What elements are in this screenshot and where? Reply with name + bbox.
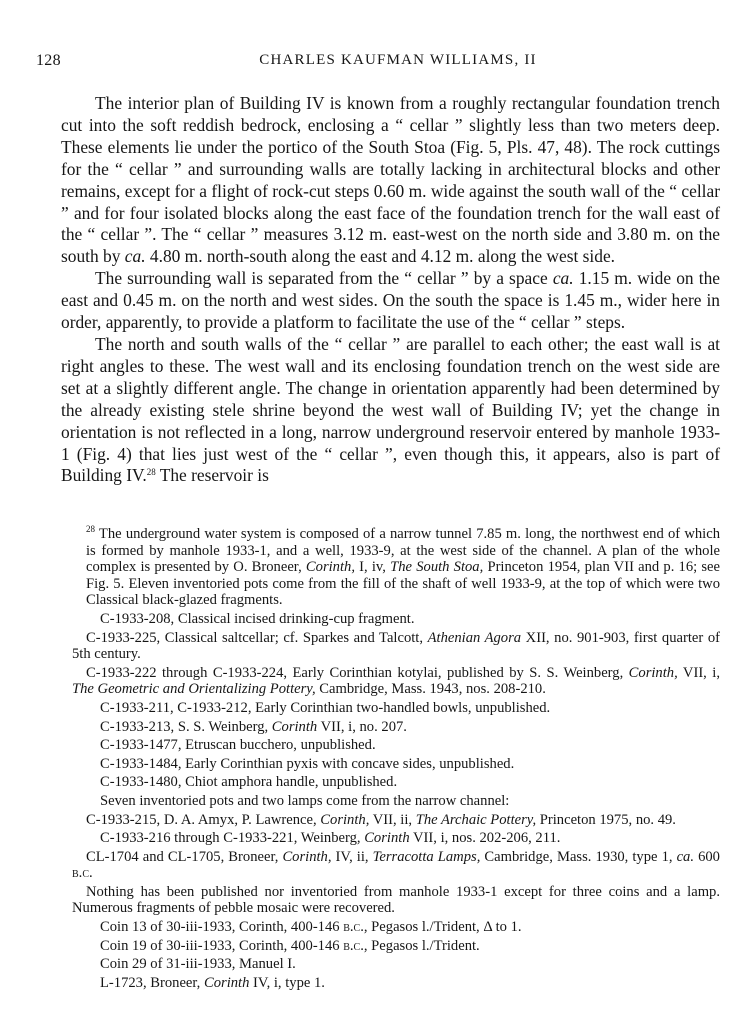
page-number: 128	[36, 52, 61, 69]
footnote-intro: $^{28}$ The underground water system is composed of a narrow tunnel 7.85 m. long, the northwest end of which is formed by manhole 1933-1, and a well, 1933-9, at the west side of the channel. A plan of the whole complex is presented by O. Broneer, Corinth, I, iv, The South Stoa, Princeton 1954, plan VII and p. 16; see Fig. 5. Eleven inventoried pots come from the fill of the shaft of well 1933-9, at the top of which were two Classical black-glazed fragments.	[86, 524, 721, 609]
footnote-entry: C-1933-1480, Chiot amphora handle, unpublished.	[100, 774, 398, 791]
paragraph-2: The surrounding wall is separated from the “ cellar ” by a space ca. 1.15 m. wide on the east and 0.45 m. on the north and west sides. On the south the space is 1.45 m., wider here in order, apparently, to provide a platform to facilitate the use of the “ cellar ” steps.	[61, 268, 720, 333]
footnote-entry: C-1933-222 through C-1933-224, Early Corinthian kotylai, published by S. S. Weinberg, Corinth, VII, i, The Geometric and Orientalizing Pottery, Cambridge, Mass. 1943, nos. 208-210.	[72, 664, 720, 698]
footnote-marker: 28	[86, 524, 95, 534]
footnote-entry: CL-1704 and CL-1705, Broneer, Corinth, IV, ii, Terracotta Lamps, Cambridge, Mass. 1930, type 1, ca. 600 b.c.	[72, 848, 720, 882]
footnote-entry: C-1933-216 through C-1933-221, Weinberg, Corinth VII, i, nos. 202-206, 211.	[100, 830, 561, 847]
footnote-entry: Nothing has been published nor inventoried from manhole 1933-1 except for three coins and a lamp. Numerous fragments of pebble mosaic were recovered.	[72, 883, 720, 917]
footnote-entry: C-1933-1477, Etruscan bucchero, unpublished.	[100, 737, 376, 754]
footnote-entry: Coin 19 of 30-iii-1933, Corinth, 400-146 b.c., Pegasos l./Trident.	[100, 937, 480, 954]
footnote-entry: C-1933-208, Classical incised drinking-cup fragment.	[100, 610, 415, 627]
footnote-entry: Coin 13 of 30-iii-1933, Corinth, 400-146 b.c., Pegasos l./Trident, Δ to 1.	[100, 919, 522, 936]
footnote-entry: Seven inventoried pots and two lamps come from the narrow channel:	[100, 792, 510, 809]
footnote-28	[72, 524, 721, 993]
body-text	[61, 93, 720, 487]
footnote-ref[interactable]: 28	[146, 467, 156, 478]
footnote-entry: L-1723, Broneer, Corinth IV, i, type 1.	[100, 974, 325, 991]
running-head	[36, 52, 720, 76]
footnote-entry: C-1933-211, C-1933-212, Early Corinthian two-handled bowls, unpublished.	[100, 699, 551, 716]
footnote-entry: C-1933-1484, Early Corinthian pyxis with concave sides, unpublished.	[100, 755, 515, 772]
paragraph-1: The interior plan of Building IV is known from a roughly rectangular foundation trench cut into the soft reddish bedrock, enclosing a “ cellar ” slightly less than two meters deep. These elements lie under the portico of the South Stoa (Fig. 5, Pls. 47, 48). The rock cuttings for the “ cellar ” and surrounding walls are totally lacking in architectural blocks and other remains, except for a flight of rock-cut steps 0.60 m. wide against the south wall of the “ cellar ” and for four isolated blocks along the east face of the foundation trench for the wall east of the “ cellar ”. The “ cellar ” measures 3.12 m. east-west on the north side and 3.80 m. on the south by ca. 4.80 m. north-south along the east and 4.12 m. along the west side.	[61, 93, 720, 267]
footnote-entry: C-1933-215, D. A. Amyx, P. Lawrence, Corinth, VII, ii, The Archaic Pottery, Princeton 1975, no. 49.	[86, 811, 676, 828]
footnote-entry: C-1933-213, S. S. Weinberg, Corinth VII, i, no. 207.	[100, 718, 407, 735]
paragraph-3: The north and south walls of the “ cellar ” are parallel to each other; the east wall is at right angles to these. The west wall and its enclosing foundation trench on the west side are set at a slightly different angle. The change in orientation apparently had been determined by the already existing stele shrine beyond the west wall of Building IV; yet the change in orientation is not reflected in a long, narrow underground reservoir entered by manhole 1933-1 (Fig. 4) that lies just west of the “ cellar ”, even though this, it appears, also is part of Building IV.$^{28}$ The reservoir is	[61, 333, 720, 486]
running-title: CHARLES KAUFMAN WILLIAMS, II	[259, 52, 537, 68]
footnote-entry: Coin 29 of 31-iii-1933, Manuel I.	[100, 956, 296, 973]
footnote-entry: C-1933-225, Classical saltcellar; cf. Sparkes and Talcott, Athenian Agora XII, no. 901-903, first quarter of 5th century.	[72, 629, 720, 663]
